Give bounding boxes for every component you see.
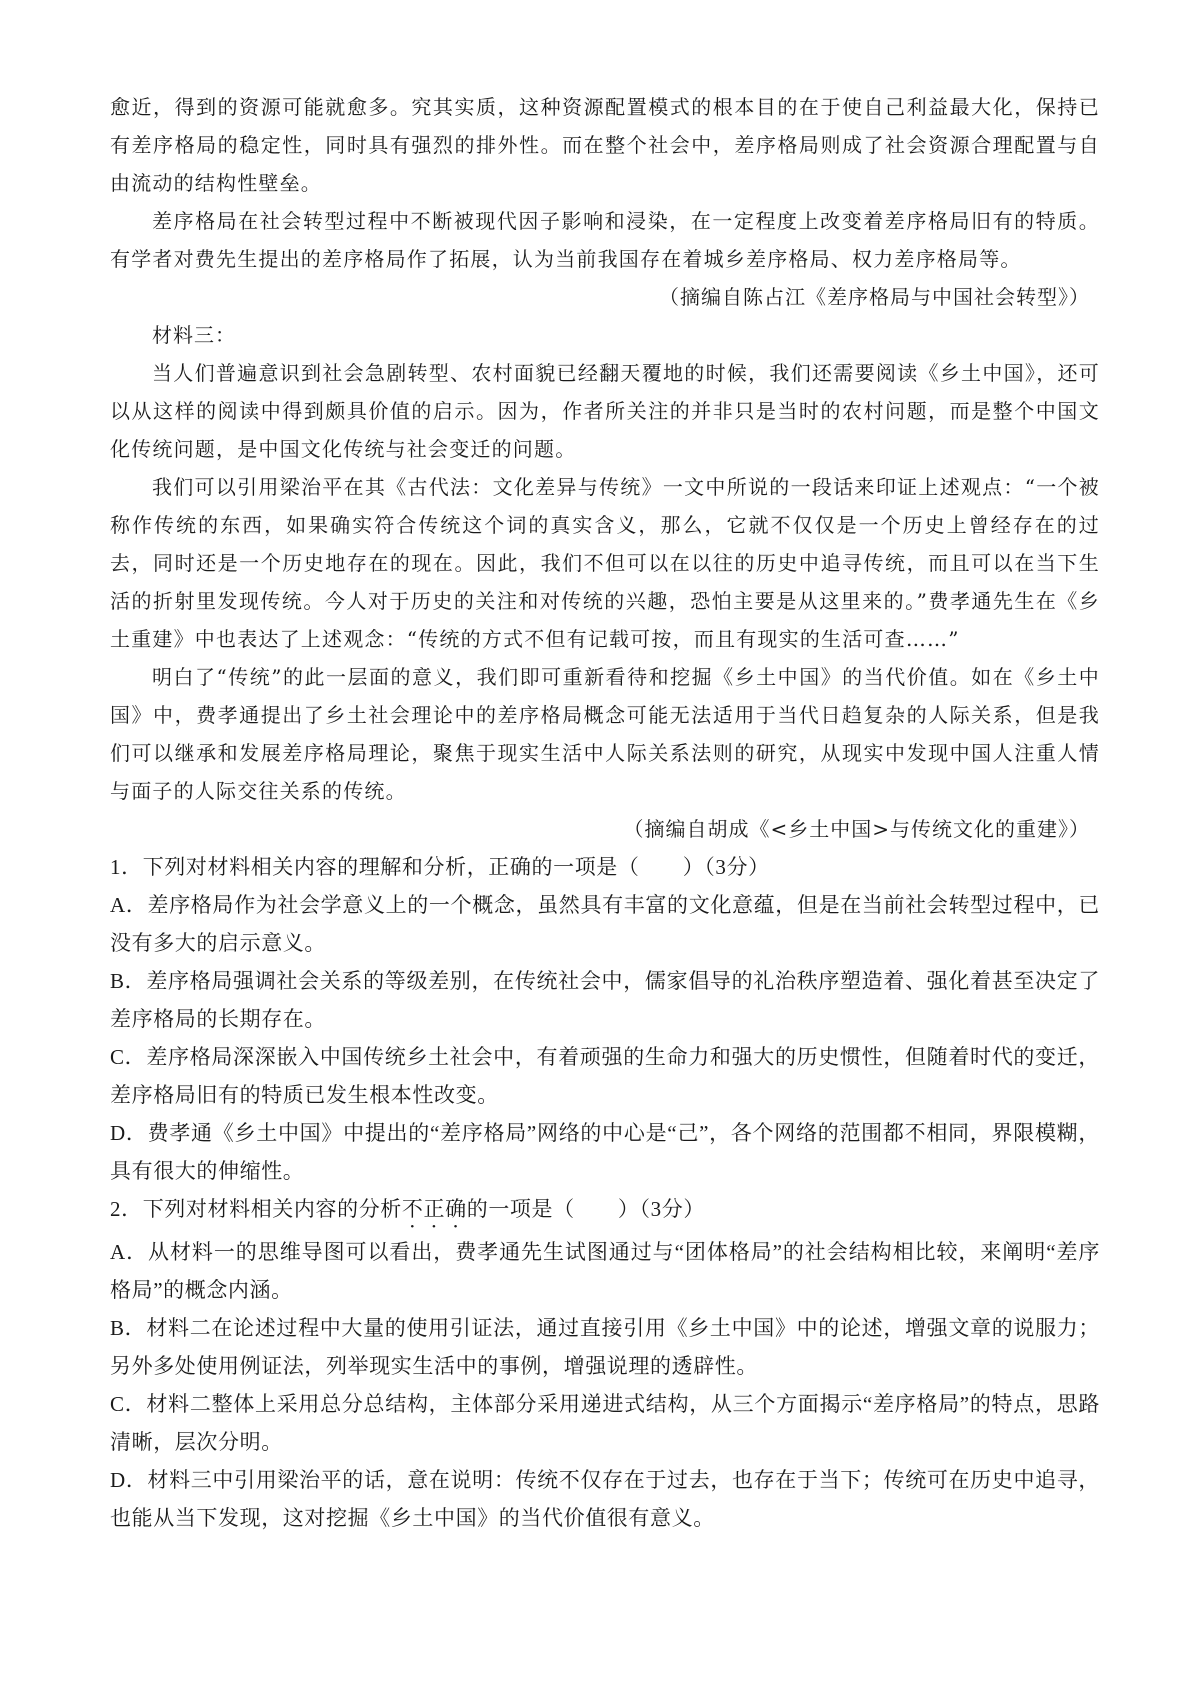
question-2-option-a: A．从材料一的思维导图可以看出，费孝通先生试图通过与“团体格局”的社会结构相比较，来阐明“差序格局”的概念内涵。 [110,1240,1100,1302]
material2-source: （摘编自陈占江《差序格局与中国社会转型》） [659,285,1090,309]
question-2-stem-emphasis: 不正确 [401,1197,467,1221]
material2-paragraph: 差序格局在社会转型过程中不断被现代因子影响和浸染，在一定程度上改变着差序格局旧有的特质。有学者对费先生提出的差序格局作了拓展，认为当前我国存在着城乡差序格局、权力差序格局等。 [110,209,1100,271]
question-1-option-a: A．差序格局作为社会学意义上的一个概念，虽然具有丰富的文化意蕴，但是在当前社会转型过程中，已没有多大的启示意义。 [110,893,1100,955]
question-2-option-d: D．材料三中引用梁治平的话，意在说明：传统不仅存在于过去，也存在于当下；传统可在历史中追寻，也能从当下发现，这对挖掘《乡土中国》的当代价值很有意义。 [110,1468,1100,1530]
question-1-option-d: D．费孝通《乡土中国》中提出的“差序格局”网络的中心是“己”，各个网络的范围都不相同，界限模糊，具有很大的伸缩性。 [110,1121,1100,1183]
exam-page [110,88,1100,1537]
material2-paragraph-end: 愈近，得到的资源可能就愈多。究其实质，这种资源配置模式的根本目的在于使自己利益最大化，保持已有差序格局的稳定性，同时具有强烈的排外性。而在整个社会中，差序格局则成了社会资源合理配置与自由流动的结构性壁垒。 [110,95,1100,195]
question-2-option-b: B．材料二在论述过程中大量的使用引证法，通过直接引用《乡土中国》中的论述，增强文章的说服力；另外多处使用例证法，列举现实生活中的事例，增强说理的透辟性。 [110,1316,1100,1378]
question-2-stem-end: 的一项是（ ）（3分） [466,1197,705,1221]
material3-paragraph-1: 当人们普遍意识到社会急剧转型、农村面貌已经翻天覆地的时候，我们还需要阅读《乡土中国》，还可以从这样的阅读中得到颇具价值的启示。因为，作者所关注的并非只是当时的农村问题，而是整个中国文化传统问题，是中国文化传统与社会变迁的问题。 [110,361,1100,461]
question-2-stem [110,1190,1100,1233]
material3-paragraph-3: 明白了“传统”的此一层面的意义，我们即可重新看待和挖掘《乡土中国》的当代价值。如在《乡土中国》中，费孝通提出了乡土社会理论中的差序格局概念可能无法适用于当代日趋复杂的人际关系，但是我们可以继承和发展差序格局理论，聚焦于现实生活中人际关系法则的研究，从现实中发现中国人注重人情与面子的人际交往关系的传统。 [110,665,1100,803]
material3-label: 材料三： [152,323,236,347]
question-1-stem: 1．下列对材料相关内容的理解和分析，正确的一项是（ ）（3分） [110,855,770,879]
question-1-option-b: B．差序格局强调社会关系的等级差别，在传统社会中，儒家倡导的礼治秩序塑造着、强化着甚至决定了差序格局的长期存在。 [110,969,1100,1031]
question-2-stem-start: 2．下列对材料相关内容的分析 [110,1197,402,1221]
material3-source: （摘编自胡成《<乡土中国>与传统文化的重建》） [623,817,1090,841]
question-1-option-c: C．差序格局深深嵌入中国传统乡土社会中，有着顽强的生命力和强大的历史惯性，但随着时代的变迁，差序格局旧有的特质已发生根本性改变。 [110,1045,1100,1107]
question-2-option-c: C．材料二整体上采用总分总结构，主体部分采用递进式结构，从三个方面揭示“差序格局”的特点，思路清晰，层次分明。 [110,1392,1100,1454]
material3-paragraph-2: 我们可以引用梁治平在其《古代法：文化差异与传统》一文中所说的一段话来印证上述观点：“一个被称作传统的东西，如果确实符合传统这个词的真实含义，那么，它就不仅仅是一个历史上曾经存在的过去，同时还是一个历史地存在的现在。因此，我们不但可以在以往的历史中追寻传统，而且可以在当下生活的折射里发现传统。今人对于历史的关注和对传统的兴趣，恐怕主要是从这里来的。”费孝通先生在《乡土重建》中也表达了上述观念：“传统的方式不但有记载可按，而且有现实的生活可查……” [110,475,1100,651]
